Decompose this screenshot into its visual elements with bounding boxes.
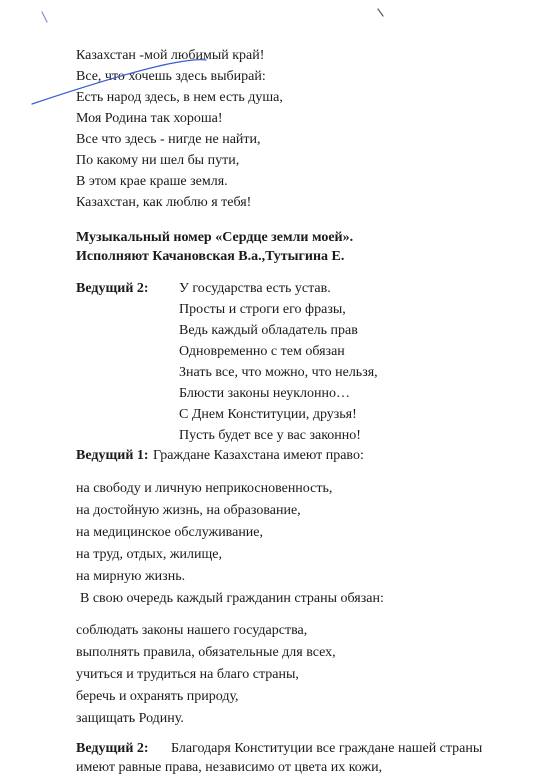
host2b-label: Ведущий 2: bbox=[76, 741, 149, 756]
verse-line: С Днем Конституции, друзья! bbox=[179, 407, 357, 422]
verse-line: Одновременно с тем обязан bbox=[179, 344, 345, 359]
poem-line: В этом крае краше земля. bbox=[76, 174, 228, 189]
verse-line: Ведь каждый обладатель прав bbox=[179, 323, 358, 338]
poem-line: Моя Родина так хороша! bbox=[76, 111, 223, 126]
list-item: выполнять правила, обязательные для всех, bbox=[76, 645, 336, 660]
verse-line: Блюсти законы неуклонно… bbox=[179, 386, 350, 401]
verse-line: Знать все, что можно, что нельзя, bbox=[179, 365, 378, 380]
list-item: беречь и охранять природу, bbox=[76, 689, 239, 704]
poem-line: Все, что хочешь здесь выбирай: bbox=[76, 69, 266, 84]
verse-line: У государства есть устав. bbox=[179, 281, 331, 296]
host1-label: Ведущий 1: bbox=[76, 448, 149, 463]
list-item: на мирную жизнь. bbox=[76, 569, 186, 584]
list-item: на достойную жизнь, на образование, bbox=[76, 503, 301, 518]
list-item: на труд, отдых, жилище, bbox=[76, 547, 222, 562]
verse-line: Пусть будет все у вас законно! bbox=[179, 428, 361, 443]
pen-tick-mark bbox=[42, 12, 47, 22]
pen-dot-mark bbox=[378, 9, 383, 16]
host1-text: Граждане Казахстана имеют право: bbox=[153, 448, 364, 463]
musical-number-title: Музыкальный номер «Сердце земли моей». bbox=[76, 230, 354, 245]
list-item: защищать Родину. bbox=[76, 711, 184, 726]
list-item: учиться и трудиться на благо страны, bbox=[76, 667, 299, 682]
duties-intro: В свою очередь каждый гражданин страны обязан: bbox=[80, 591, 384, 606]
list-item: на медицинское обслуживание, bbox=[76, 525, 264, 540]
poem-line: Казахстан -мой любимый край! bbox=[76, 48, 265, 63]
host2-label: Ведущий 2: bbox=[76, 281, 149, 296]
poem-line: По какому ни шел бы пути, bbox=[76, 153, 240, 168]
host2b-text2: имеют равные права, независимо от цвета их кожи, bbox=[76, 760, 383, 775]
list-item: на свободу и личную неприкосновенность, bbox=[76, 481, 333, 496]
host2b-text: Благодаря Конституции все граждане нашей страны bbox=[171, 741, 483, 756]
poem-line: Все что здесь - нигде не найти, bbox=[76, 132, 261, 147]
verse-line: Просты и строги его фразы, bbox=[179, 302, 346, 317]
poem-line: Есть народ здесь, в нем есть душа, bbox=[76, 90, 283, 105]
musical-number-performers: Исполняют Качановская В.а.,Тутыгина Е. bbox=[76, 249, 345, 264]
poem-line: Казахстан, как люблю я тебя! bbox=[76, 195, 252, 210]
list-item: соблюдать законы нашего государства, bbox=[76, 623, 308, 638]
